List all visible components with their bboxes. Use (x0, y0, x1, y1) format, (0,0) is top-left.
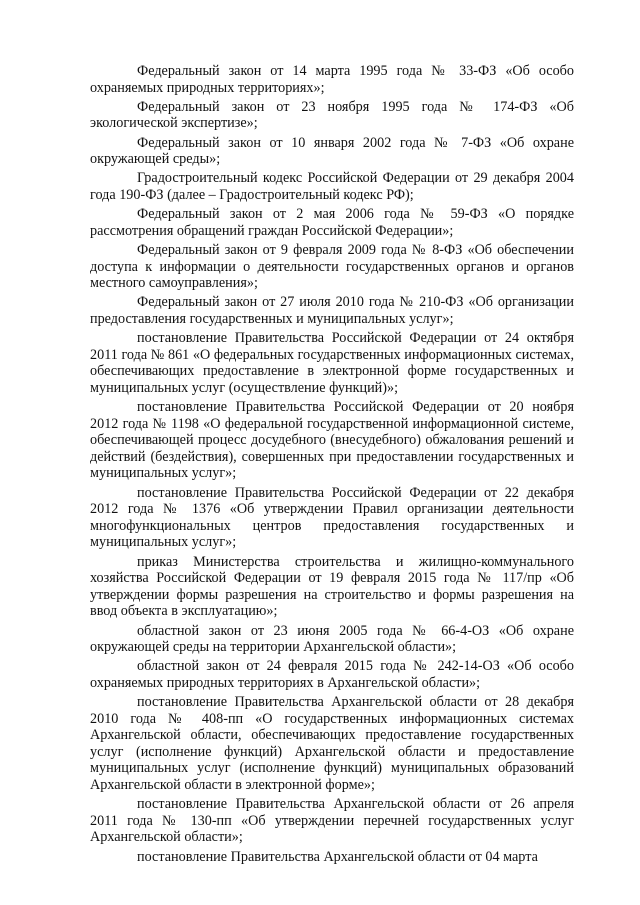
law-paragraph: постановление Правительства Архангельской области от 26 апреля 2011 года № 130-пп «Об утверждении перечней государственных услуг Архангельской области»; (90, 796, 574, 846)
law-paragraph: областной закон от 24 февраля 2015 года № 242-14-ОЗ «Об особо охраняемых природных территориях в Архангельской области»; (90, 658, 574, 691)
law-paragraph: Федеральный закон от 27 июля 2010 года № 210-ФЗ «Об организации предоставления государственных и муниципальных услуг»; (90, 294, 574, 327)
law-paragraph: постановление Правительства Архангельской области от 04 марта (137, 848, 538, 865)
law-paragraph: областной закон от 23 июня 2005 года № 66-4-ОЗ «Об охране окружающей среды на территории Архангельской области»; (90, 622, 574, 656)
law-paragraph: Градостроительный кодекс Российской Федерации от 29 декабря 2004 года 190-ФЗ (далее – Градостроительный кодекс РФ); (90, 170, 574, 203)
law-paragraph: Федеральный закон от 9 февраля 2009 года № 8-ФЗ «Об обеспечении доступа к информации о деятельности государственных органов и органов местного самоуправления»; (90, 241, 574, 292)
law-paragraph: постановление Правительства Российской Федерации от 22 декабря 2012 года № 1376 «Об утверждении Правил организации деятельности многофункциональных центров предоставления государственных и муниципальных услуг»; (90, 484, 574, 551)
law-paragraph: постановление Правительства Архангельской области от 28 декабря 2010 года № 408-пп «О государственных информационных системах Архангельской области, обеспечивающих предоставление государственных услуг (исполнение функций) Архангельской области и предоставление муниципальных услуг (исполнение функций) муниципальных образований Архангельской области в электронной форме»; (90, 694, 574, 794)
law-paragraph: Федеральный закон от 2 мая 2006 года № 59-ФЗ «О порядке рассмотрения обращений граждан Российской Федерации»; (90, 206, 574, 239)
law-paragraph: Федеральный закон от 23 ноября 1995 года № 174-ФЗ «Об экологической экспертизе»; (90, 98, 574, 132)
law-paragraph: Федеральный закон от 14 марта 1995 года № 33-ФЗ «Об особо охраняемых природных территориях»; (90, 63, 574, 96)
law-paragraph: приказ Министерства строительства и жилищно-коммунального хозяйства Российской Федерации от 19 февраля 2015 года № 117/пр «Об утверждении формы разрешения на строительство и формы разрешения на ввод объекта в эксплуатацию»; (90, 553, 574, 620)
law-paragraph: постановление Правительства Российской Федерации от 20 ноября 2012 года № 1198 «О федеральной государственной информационной системе, обеспечивающей процесс досудебного (внесудебного) обжалования решений и действий (бездействия), совершенных при предоставлении государственных и муниципальных услуг»; (90, 399, 574, 482)
law-paragraph: Федеральный закон от 10 января 2002 года № 7-ФЗ «Об охране окружающей среды»; (90, 134, 574, 168)
law-paragraph: постановление Правительства Российской Федерации от 24 октября 2011 года № 861 «О федеральных государственных информационных системах, обеспечивающих предоставление в электронной форме государственных и муниципальных услуг (осуществление функций)»; (90, 330, 574, 396)
